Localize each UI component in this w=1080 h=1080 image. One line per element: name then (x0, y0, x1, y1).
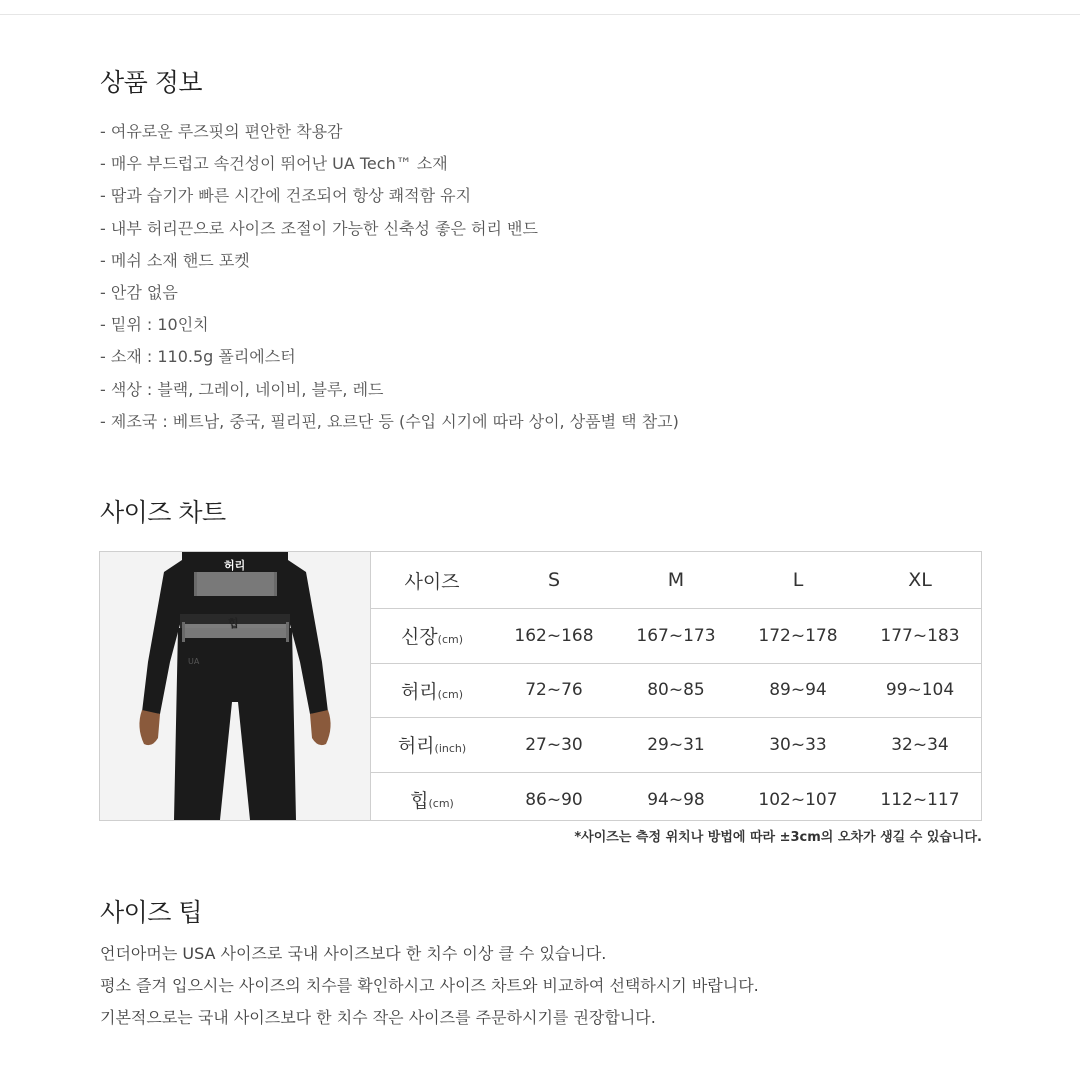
table-cell: 30~33 (737, 718, 859, 773)
table-cell: 177~183 (859, 609, 981, 664)
table-header-row (371, 552, 981, 609)
table-row (371, 772, 981, 826)
table-cell: 72~76 (493, 663, 615, 718)
size-tip-text (100, 940, 759, 1036)
table-cell: 102~107 (758, 789, 838, 810)
table-cell: 89~94 (737, 663, 859, 718)
hip-label: 힙 (228, 617, 239, 630)
row-label (371, 772, 493, 826)
table-cell: 29~31 (615, 718, 737, 773)
list-item: - 여유로운 루즈핏의 편안한 착용감 (100, 122, 343, 141)
tip-line: 기본적으로는 국내 사이즈보다 한 치수 작은 사이즈를 주문하시기를 권장합니다. (100, 1008, 656, 1027)
list-item: - 땀과 습기가 빠른 시간에 건조되어 항상 쾌적함 유지 (100, 186, 472, 206)
list-item: - 제조국 : 베트남, 중국, 필리핀, 요르단 등 (수입 시기에 따라 상이, 상품별 택 참고) (100, 411, 679, 431)
table-cell: 27~30 (493, 718, 615, 773)
table-cell: 167~173 (615, 609, 737, 664)
table-cell: 94~98 (647, 789, 705, 810)
header-size-m: M (615, 552, 737, 609)
size-table (371, 552, 981, 826)
row-label (371, 718, 493, 773)
table-row (371, 663, 981, 718)
table-row (371, 718, 981, 773)
product-info-list (100, 118, 679, 440)
row-unit: (cm) (437, 687, 464, 701)
table-cell: 80~85 (615, 663, 737, 718)
size-chart-title: 사이즈 차트 (100, 498, 226, 527)
model-figure-illustration (100, 552, 370, 820)
row-unit: (cm) (428, 797, 454, 811)
row-unit: (inch) (434, 742, 467, 756)
row-label-text: 신장 (400, 626, 438, 649)
tip-line: 평소 즐겨 입으시는 사이즈의 치수를 확인하시고 사이즈 차트와 비교하여 선택하시기 바랍니다. (100, 976, 759, 995)
waist-label: 허리 (224, 559, 246, 572)
list-item: - 색상 : 블랙, 그레이, 네이비, 블루, 레드 (100, 379, 384, 399)
row-label (371, 609, 493, 664)
size-tip-title: 사이즈 팁 (100, 898, 203, 927)
size-chart-box (99, 551, 982, 821)
header-size-label: 사이즈 (371, 552, 493, 609)
row-unit: (cm) (437, 633, 464, 647)
row-label-text: 허리 (400, 680, 438, 703)
list-item: - 밑위 : 10인치 (100, 315, 209, 335)
list-item: - 메쉬 소재 핸드 포켓 (100, 250, 250, 270)
table-cell: 32~34 (859, 718, 981, 773)
header-size-xl: XL (859, 552, 981, 609)
list-item: - 소재 : 110.5g 폴리에스터 (100, 347, 296, 367)
row-label-text: 허리 (397, 735, 435, 758)
row-label (371, 663, 493, 718)
top-divider (0, 14, 1080, 15)
size-note: *사이즈는 측정 위치나 방법에 따라 ±3cm의 오차가 생길 수 있습니다. (574, 830, 982, 845)
tip-line: 언더아머는 USA 사이즈로 국내 사이즈보다 한 치수 이상 클 수 있습니다. (100, 944, 607, 963)
table-cell: 112~117 (880, 789, 960, 810)
table-cell: 162~168 (493, 609, 615, 664)
list-item: - 매우 부드럽고 속건성이 뛰어난 UA Tech™ 소재 (100, 154, 448, 174)
svg-text:UA: UA (188, 657, 200, 666)
table-cell: 99~104 (859, 663, 981, 718)
header-size-s: S (493, 552, 615, 609)
list-item: - 내부 허리끈으로 사이즈 조절이 가능한 신축성 좋은 허리 밴드 (100, 218, 538, 238)
row-label-text: 힙 (410, 790, 429, 813)
table-row (371, 609, 981, 664)
model-figure-image (100, 552, 371, 820)
table-cell: 172~178 (737, 609, 859, 664)
list-item: - 안감 없음 (100, 282, 178, 302)
header-size-l: L (737, 552, 859, 609)
product-info-title: 상품 정보 (100, 68, 203, 97)
table-cell: 86~90 (525, 789, 583, 810)
